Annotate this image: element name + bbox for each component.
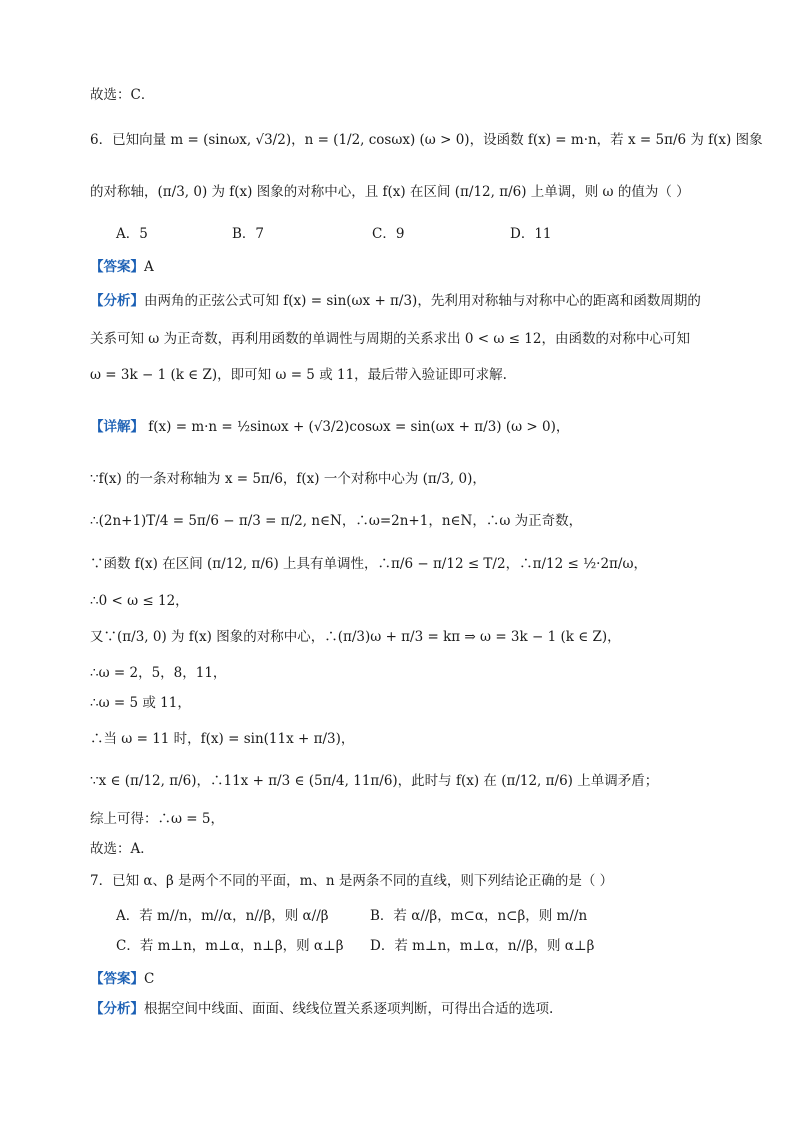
q6-detail-2: ∵f(x) 的一条对称轴为 x = 5π/6，f(x) 一个对称中心为 (π/3, 0)， xyxy=(90,471,486,487)
q6-option-a: A．5 xyxy=(116,226,148,242)
q6-detail-6: 又∵(π/3, 0) 为 f(x) 图象的对称中心，∴(π/3)ω + π/3 = kπ ⇒ ω = 3k − 1 (k ∈ Z)， xyxy=(90,629,621,645)
q6-analysis-3: ω = 3k − 1 (k ∈ Z)，即可知 ω = 5 或 11，最后带入验证即可求解. xyxy=(90,367,507,383)
q6-option-b: B．7 xyxy=(232,226,265,242)
analysis-tag: 【分析】 xyxy=(90,1001,144,1017)
analysis-text: 根据空间中线面、面面、线线位置关系逐项判断，可得出合适的选项. xyxy=(144,1001,554,1017)
q6-detail-12: 故选：A． xyxy=(90,841,154,857)
q6-analysis-2: 关系可知 ω 为正奇数，再利用函数的单调性与周期的关系求出 0 < ω ≤ 12，由函数的对称中心可知 xyxy=(90,331,690,347)
q7-analysis xyxy=(90,1000,553,1018)
q6-detail-1 xyxy=(90,418,569,436)
answer-tag: 【答案】 xyxy=(90,971,144,987)
q6-detail-3: ∴(2n+1)T/4 = 5π/6 − π/3 = π/2, n∈N，∴ω=2n+1，n∈N，∴ω 为正奇数， xyxy=(90,513,583,529)
q7-option-c: C．若 m⊥n，m⊥α，n⊥β，则 α⊥β xyxy=(116,938,344,954)
q6-detail-8: ∴ω = 5 或 11， xyxy=(90,695,191,711)
analysis-text: 由两角的正弦公式可知 f(x) = sin(ωx + π/3)，先利用对称轴与对称中心的距离和函数周期的 xyxy=(144,293,701,309)
q6-answer xyxy=(90,258,154,276)
answer-tag: 【答案】 xyxy=(90,259,144,275)
q6-option-d: D．11 xyxy=(510,226,552,242)
q6-detail-11: 综上可得：∴ω = 5， xyxy=(90,811,224,827)
q7-option-d: D．若 m⊥n，m⊥α，n//β，则 α⊥β xyxy=(370,938,595,954)
q6-detail-5: ∴0 < ω ≤ 12， xyxy=(90,593,189,609)
q6-detail-10: ∵x ∈ (π/12, π/6)，∴11x + π/3 ∈ (5π/4, 11π/6)，此时与 f(x) 在 (π/12, π/6) 上单调矛盾； xyxy=(90,773,659,789)
text-line-close-q5: 故选：C． xyxy=(90,87,155,103)
q6-detail-9: ∴当 ω = 11 时，f(x) = sin(11x + π/3)， xyxy=(90,731,355,747)
q6-analysis-1 xyxy=(90,292,701,310)
question-6-stem: 6．已知向量 m = (sinωx, √3/2)，n = (1/2, cosωx) (ω > 0)，设函数 f(x) = m·n，若 x = 5π/6 为 f(x) 图象 xyxy=(90,132,763,148)
q7-option-a: A．若 m//n，m//α，n//β，则 α//β xyxy=(116,908,329,924)
question-6-stem-continued: 的对称轴，(π/3, 0) 为 f(x) 图象的对称中心，且 f(x) 在区间 (π/12, π/6) 上单调，则 ω 的值为（ ） xyxy=(90,184,690,200)
q7-option-b: B．若 α//β，m⊂α，n⊂β，则 m//n xyxy=(370,908,588,924)
detail-text: f(x) = m·n = ½sinωx + (√3/2)cosωx = sin(ωx + π/3) (ω > 0)， xyxy=(144,419,570,435)
answer-value: A xyxy=(144,259,154,275)
q6-option-c: C．9 xyxy=(372,226,405,242)
question-7-stem: 7．已知 α、β 是两个不同的平面，m、n 是两条不同的直线，则下列结论正确的是（ ） xyxy=(90,873,614,889)
q6-detail-4: ∵函数 f(x) 在区间 (π/12, π/6) 上具有单调性，∴π/6 − π/12 ≤ T/2，∴π/12 ≤ ½·2π/ω， xyxy=(90,556,647,572)
detail-tag: 【详解】 xyxy=(90,419,144,435)
analysis-tag: 【分析】 xyxy=(90,293,144,309)
q7-answer xyxy=(90,970,154,988)
q6-detail-7: ∴ω = 2，5，8，11， xyxy=(90,665,227,681)
answer-value: C xyxy=(144,971,155,987)
